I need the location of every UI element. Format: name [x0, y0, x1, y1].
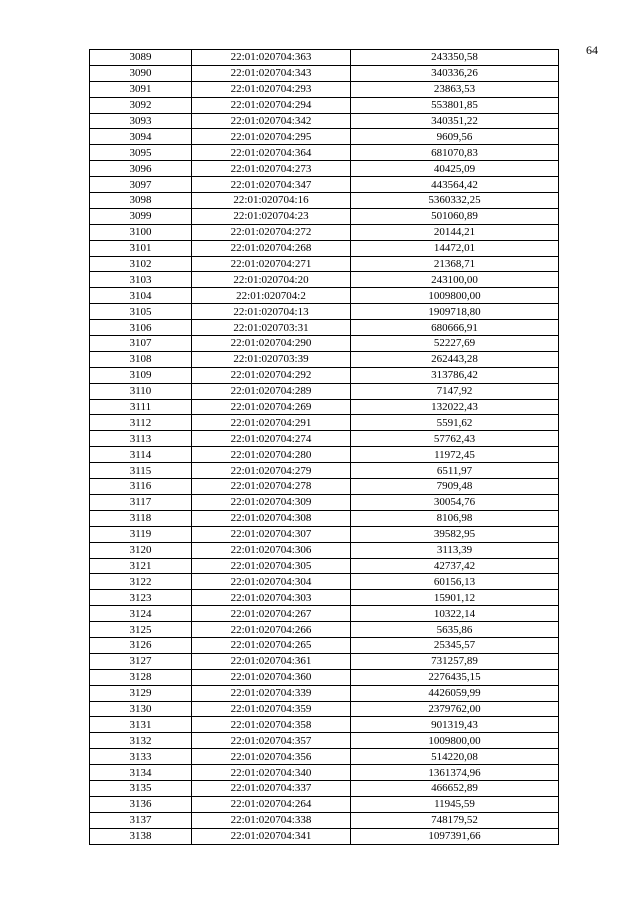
- row-number-cell: 3099: [90, 208, 192, 224]
- table-row: [90, 272, 559, 288]
- cadastral-value-cell: 443564,42: [351, 177, 559, 193]
- table-row: [90, 145, 559, 161]
- cadastral-value-cell: 514220,08: [351, 749, 559, 765]
- cadastral-value-cell: 42737,42: [351, 558, 559, 574]
- row-number-cell: 3110: [90, 383, 192, 399]
- row-number-cell: 3128: [90, 669, 192, 685]
- table-row: [90, 65, 559, 81]
- table-row: [90, 177, 559, 193]
- cadastral-value-cell: 243350,58: [351, 50, 559, 66]
- cadastral-value-cell: 466652,89: [351, 780, 559, 796]
- cadastral-value-cell: 4426059,99: [351, 685, 559, 701]
- table-row: [90, 113, 559, 129]
- cadastral-value-cell: 14472,01: [351, 240, 559, 256]
- cadastral-value-cell: 6511,97: [351, 463, 559, 479]
- cadastral-value-cell: 57762,43: [351, 431, 559, 447]
- row-number-cell: 3138: [90, 828, 192, 844]
- table-row: [90, 367, 559, 383]
- table-row: [90, 336, 559, 352]
- cadastral-value-cell: 52227,69: [351, 336, 559, 352]
- cadastral-number-cell: 22:01:020704:343: [192, 65, 351, 81]
- table-row: [90, 256, 559, 272]
- cadastral-value-cell: 7909,48: [351, 479, 559, 495]
- row-number-cell: 3112: [90, 415, 192, 431]
- cadastral-number-cell: 22:01:020704:339: [192, 685, 351, 701]
- cadastral-value-cell: 3113,39: [351, 542, 559, 558]
- table-row: [90, 129, 559, 145]
- cadastral-number-cell: 22:01:020704:361: [192, 653, 351, 669]
- row-number-cell: 3106: [90, 320, 192, 336]
- table-row: [90, 479, 559, 495]
- cadastral-number-cell: 22:01:020704:272: [192, 224, 351, 240]
- cadastral-number-cell: 22:01:020704:358: [192, 717, 351, 733]
- row-number-cell: 3098: [90, 193, 192, 209]
- table-body: [90, 50, 559, 845]
- cadastral-number-cell: 22:01:020704:273: [192, 161, 351, 177]
- row-number-cell: 3130: [90, 701, 192, 717]
- row-number-cell: 3119: [90, 526, 192, 542]
- table-row: [90, 717, 559, 733]
- cadastral-value-cell: 2379762,00: [351, 701, 559, 717]
- cadastral-number-cell: 22:01:020704:304: [192, 574, 351, 590]
- table-row: [90, 558, 559, 574]
- cadastral-number-cell: 22:01:020704:363: [192, 50, 351, 66]
- cadastral-number-cell: 22:01:020704:280: [192, 447, 351, 463]
- row-number-cell: 3123: [90, 590, 192, 606]
- cadastral-number-cell: 22:01:020704:356: [192, 749, 351, 765]
- cadastral-number-cell: 22:01:020704:293: [192, 81, 351, 97]
- cadastral-number-cell: 22:01:020704:290: [192, 336, 351, 352]
- row-number-cell: 3114: [90, 447, 192, 463]
- cadastral-value-cell: 5591,62: [351, 415, 559, 431]
- cadastral-number-cell: 22:01:020704:266: [192, 622, 351, 638]
- cadastral-value-table: [89, 49, 559, 845]
- cadastral-number-cell: 22:01:020704:2: [192, 288, 351, 304]
- cadastral-number-cell: 22:01:020704:292: [192, 367, 351, 383]
- cadastral-number-cell: 22:01:020704:359: [192, 701, 351, 717]
- table-row: [90, 637, 559, 653]
- cadastral-number-cell: 22:01:020704:338: [192, 812, 351, 828]
- table-row: [90, 224, 559, 240]
- cadastral-number-cell: 22:01:020704:341: [192, 828, 351, 844]
- row-number-cell: 3124: [90, 606, 192, 622]
- row-number-cell: 3101: [90, 240, 192, 256]
- cadastral-number-cell: 22:01:020704:295: [192, 129, 351, 145]
- cadastral-number-cell: 22:01:020704:303: [192, 590, 351, 606]
- cadastral-number-cell: 22:01:020704:340: [192, 765, 351, 781]
- row-number-cell: 3108: [90, 351, 192, 367]
- row-number-cell: 3093: [90, 113, 192, 129]
- cadastral-value-cell: 2276435,15: [351, 669, 559, 685]
- cadastral-value-cell: 262443,28: [351, 351, 559, 367]
- page-number: 64: [586, 43, 598, 57]
- cadastral-number-cell: 22:01:020704:347: [192, 177, 351, 193]
- cadastral-number-cell: 22:01:020704:306: [192, 542, 351, 558]
- cadastral-number-cell: 22:01:020704:23: [192, 208, 351, 224]
- cadastral-value-cell: 1097391,66: [351, 828, 559, 844]
- row-number-cell: 3111: [90, 399, 192, 415]
- row-number-cell: 3116: [90, 479, 192, 495]
- table-row: [90, 542, 559, 558]
- cadastral-number-cell: 22:01:020704:16: [192, 193, 351, 209]
- table-row: [90, 304, 559, 320]
- cadastral-value-cell: 15901,12: [351, 590, 559, 606]
- row-number-cell: 3133: [90, 749, 192, 765]
- table-row: [90, 733, 559, 749]
- table-row: [90, 463, 559, 479]
- cadastral-value-cell: 748179,52: [351, 812, 559, 828]
- table-row: [90, 50, 559, 66]
- row-number-cell: 3104: [90, 288, 192, 304]
- cadastral-value-cell: 731257,89: [351, 653, 559, 669]
- table-row: [90, 653, 559, 669]
- table-row: [90, 415, 559, 431]
- table-row: [90, 161, 559, 177]
- cadastral-number-cell: 22:01:020704:364: [192, 145, 351, 161]
- cadastral-number-cell: 22:01:020704:360: [192, 669, 351, 685]
- cadastral-number-cell: 22:01:020704:278: [192, 479, 351, 495]
- cadastral-value-cell: 11972,45: [351, 447, 559, 463]
- cadastral-number-cell: 22:01:020704:268: [192, 240, 351, 256]
- row-number-cell: 3097: [90, 177, 192, 193]
- cadastral-number-cell: 22:01:020704:274: [192, 431, 351, 447]
- row-number-cell: 3121: [90, 558, 192, 574]
- table-row: [90, 193, 559, 209]
- row-number-cell: 3102: [90, 256, 192, 272]
- cadastral-value-cell: 501060,89: [351, 208, 559, 224]
- table-row: [90, 97, 559, 113]
- table-row: [90, 431, 559, 447]
- row-number-cell: 3118: [90, 510, 192, 526]
- table-row: [90, 685, 559, 701]
- cadastral-value-cell: 1009800,00: [351, 288, 559, 304]
- cadastral-number-cell: 22:01:020704:307: [192, 526, 351, 542]
- row-number-cell: 3115: [90, 463, 192, 479]
- row-number-cell: 3136: [90, 796, 192, 812]
- cadastral-value-cell: 40425,09: [351, 161, 559, 177]
- row-number-cell: 3092: [90, 97, 192, 113]
- cadastral-number-cell: 22:01:020704:13: [192, 304, 351, 320]
- cadastral-number-cell: 22:01:020704:267: [192, 606, 351, 622]
- row-number-cell: 3107: [90, 336, 192, 352]
- cadastral-number-cell: 22:01:020704:271: [192, 256, 351, 272]
- table-row: [90, 383, 559, 399]
- row-number-cell: 3096: [90, 161, 192, 177]
- cadastral-value-cell: 7147,92: [351, 383, 559, 399]
- cadastral-value-cell: 340351,22: [351, 113, 559, 129]
- row-number-cell: 3129: [90, 685, 192, 701]
- table-row: [90, 828, 559, 844]
- cadastral-number-cell: 22:01:020704:265: [192, 637, 351, 653]
- cadastral-value-cell: 340336,26: [351, 65, 559, 81]
- cadastral-value-cell: 1361374,96: [351, 765, 559, 781]
- table-row: [90, 669, 559, 685]
- cadastral-value-cell: 39582,95: [351, 526, 559, 542]
- row-number-cell: 3095: [90, 145, 192, 161]
- row-number-cell: 3091: [90, 81, 192, 97]
- cadastral-number-cell: 22:01:020704:294: [192, 97, 351, 113]
- row-number-cell: 3109: [90, 367, 192, 383]
- row-number-cell: 3126: [90, 637, 192, 653]
- row-number-cell: 3122: [90, 574, 192, 590]
- cadastral-value-cell: 21368,71: [351, 256, 559, 272]
- cadastral-value-cell: 680666,91: [351, 320, 559, 336]
- cadastral-number-cell: 22:01:020704:279: [192, 463, 351, 479]
- cadastral-number-cell: 22:01:020704:305: [192, 558, 351, 574]
- cadastral-value-cell: 1009800,00: [351, 733, 559, 749]
- row-number-cell: 3089: [90, 50, 192, 66]
- table-row: [90, 320, 559, 336]
- cadastral-value-cell: 132022,43: [351, 399, 559, 415]
- table-row: [90, 351, 559, 367]
- cadastral-value-cell: 5360332,25: [351, 193, 559, 209]
- cadastral-number-cell: 22:01:020704:309: [192, 494, 351, 510]
- cadastral-value-cell: 1909718,80: [351, 304, 559, 320]
- table-row: [90, 622, 559, 638]
- cadastral-value-cell: 11945,59: [351, 796, 559, 812]
- row-number-cell: 3125: [90, 622, 192, 638]
- table-row: [90, 81, 559, 97]
- row-number-cell: 3103: [90, 272, 192, 288]
- row-number-cell: 3090: [90, 65, 192, 81]
- row-number-cell: 3132: [90, 733, 192, 749]
- cadastral-number-cell: 22:01:020704:289: [192, 383, 351, 399]
- row-number-cell: 3094: [90, 129, 192, 145]
- table-row: [90, 240, 559, 256]
- table-row: [90, 288, 559, 304]
- table-row: [90, 208, 559, 224]
- table-row: [90, 701, 559, 717]
- row-number-cell: 3135: [90, 780, 192, 796]
- cadastral-value-cell: 20144,21: [351, 224, 559, 240]
- row-number-cell: 3127: [90, 653, 192, 669]
- row-number-cell: 3137: [90, 812, 192, 828]
- table-row: [90, 447, 559, 463]
- cadastral-value-cell: 681070,83: [351, 145, 559, 161]
- cadastral-number-cell: 22:01:020704:337: [192, 780, 351, 796]
- row-number-cell: 3113: [90, 431, 192, 447]
- cadastral-value-cell: 313786,42: [351, 367, 559, 383]
- cadastral-value-cell: 10322,14: [351, 606, 559, 622]
- cadastral-value-cell: 30054,76: [351, 494, 559, 510]
- table-row: [90, 749, 559, 765]
- cadastral-value-cell: 5635,86: [351, 622, 559, 638]
- table-row: [90, 796, 559, 812]
- row-number-cell: 3100: [90, 224, 192, 240]
- cadastral-value-cell: 23863,53: [351, 81, 559, 97]
- cadastral-number-cell: 22:01:020703:39: [192, 351, 351, 367]
- cadastral-value-cell: 60156,13: [351, 574, 559, 590]
- cadastral-value-cell: 8106,98: [351, 510, 559, 526]
- table-row: [90, 574, 559, 590]
- table-row: [90, 526, 559, 542]
- table-row: [90, 765, 559, 781]
- cadastral-number-cell: 22:01:020704:357: [192, 733, 351, 749]
- row-number-cell: 3131: [90, 717, 192, 733]
- cadastral-value-cell: 901319,43: [351, 717, 559, 733]
- cadastral-value-cell: 9609,56: [351, 129, 559, 145]
- cadastral-number-cell: 22:01:020703:31: [192, 320, 351, 336]
- table-row: [90, 399, 559, 415]
- cadastral-number-cell: 22:01:020704:342: [192, 113, 351, 129]
- cadastral-number-cell: 22:01:020704:20: [192, 272, 351, 288]
- table-row: [90, 606, 559, 622]
- row-number-cell: 3117: [90, 494, 192, 510]
- cadastral-value-cell: 243100,00: [351, 272, 559, 288]
- cadastral-number-cell: 22:01:020704:264: [192, 796, 351, 812]
- cadastral-number-cell: 22:01:020704:269: [192, 399, 351, 415]
- row-number-cell: 3105: [90, 304, 192, 320]
- table-row: [90, 590, 559, 606]
- table-row: [90, 494, 559, 510]
- table-row: [90, 812, 559, 828]
- row-number-cell: 3134: [90, 765, 192, 781]
- table-row: [90, 510, 559, 526]
- cadastral-value-cell: 25345,57: [351, 637, 559, 653]
- cadastral-number-cell: 22:01:020704:308: [192, 510, 351, 526]
- cadastral-value-cell: 553801,85: [351, 97, 559, 113]
- cadastral-number-cell: 22:01:020704:291: [192, 415, 351, 431]
- table-row: [90, 780, 559, 796]
- row-number-cell: 3120: [90, 542, 192, 558]
